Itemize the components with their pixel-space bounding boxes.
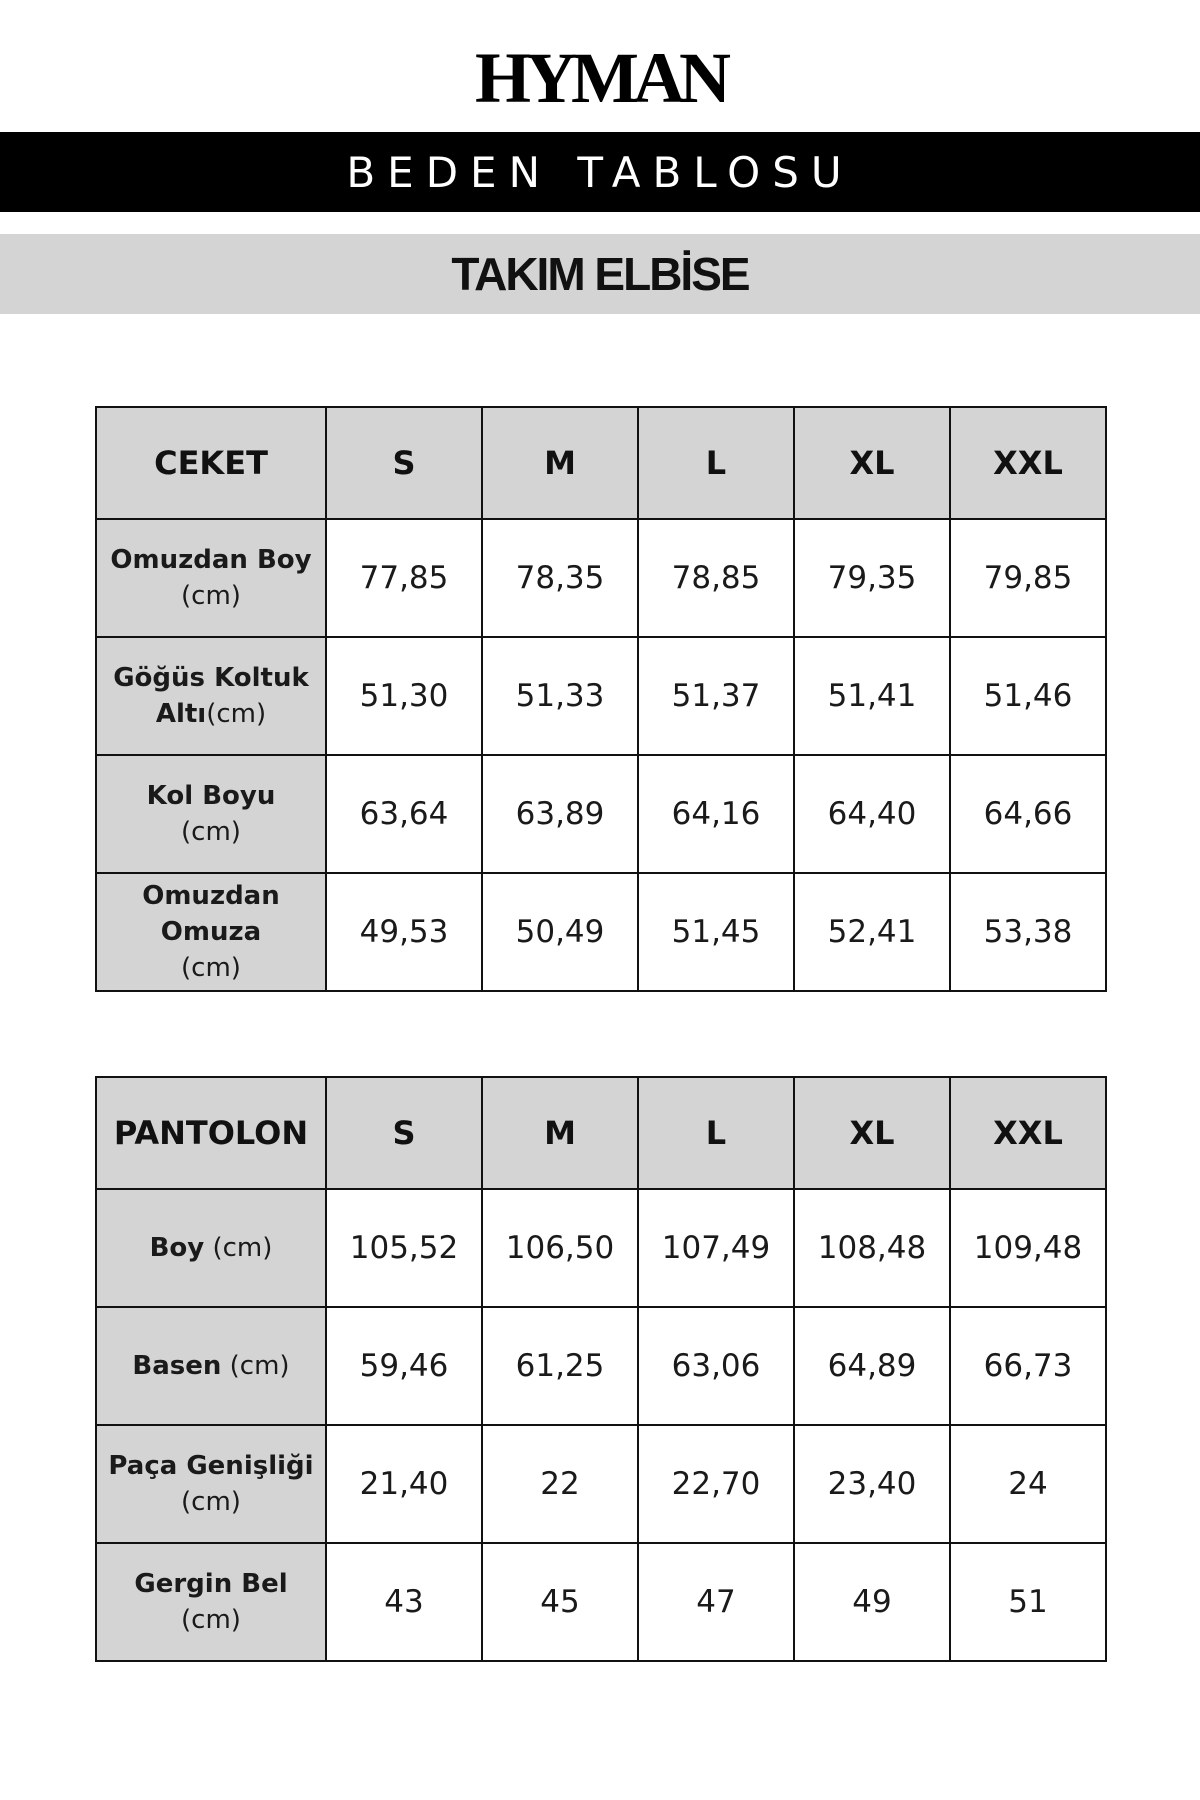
table-cell: 64,89 <box>794 1307 950 1425</box>
table-row <box>96 1543 1106 1661</box>
size-header: XL <box>794 1077 950 1189</box>
size-header: L <box>638 407 794 519</box>
size-header: M <box>482 1077 638 1189</box>
measure-unit: (cm) <box>181 581 241 611</box>
size-header: XXL <box>950 1077 1106 1189</box>
table-cell: 51,30 <box>326 637 482 755</box>
table-cell: 79,85 <box>950 519 1106 637</box>
table-cell: 107,49 <box>638 1189 794 1307</box>
table-cell: 45 <box>482 1543 638 1661</box>
table-cell: 77,85 <box>326 519 482 637</box>
table-cell: 78,35 <box>482 519 638 637</box>
table-cell: 59,46 <box>326 1307 482 1425</box>
table-cell: 66,73 <box>950 1307 1106 1425</box>
table-cell: 78,85 <box>638 519 794 637</box>
measure-unit: (cm) <box>206 699 267 729</box>
table-row <box>96 873 1106 991</box>
measure-name: Boy <box>149 1233 205 1263</box>
table-row <box>96 1307 1106 1425</box>
measure-unit: (cm) <box>229 1351 290 1381</box>
table-cell: 21,40 <box>326 1425 482 1543</box>
row-label <box>96 1543 326 1661</box>
table-row <box>96 637 1106 755</box>
table-cell: 43 <box>326 1543 482 1661</box>
measure-unit: (cm) <box>212 1233 273 1263</box>
table-cell: 63,06 <box>638 1307 794 1425</box>
measure-unit: (cm) <box>181 953 241 983</box>
table-header-row <box>96 407 1106 519</box>
table-cell: 106,50 <box>482 1189 638 1307</box>
measure-unit: (cm) <box>181 817 241 847</box>
size-header: L <box>638 1077 794 1189</box>
product-category-title: TAKIM ELBİSE <box>0 234 1200 314</box>
table-cell: 79,35 <box>794 519 950 637</box>
row-label <box>96 873 326 991</box>
measure-name: Paça Genişliği <box>108 1451 314 1481</box>
table-cell: 63,89 <box>482 755 638 873</box>
table-cell: 49,53 <box>326 873 482 991</box>
row-label <box>96 1425 326 1543</box>
table-header-row <box>96 1077 1106 1189</box>
table-cell: 52,41 <box>794 873 950 991</box>
table-cell: 51,37 <box>638 637 794 755</box>
table-cell: 64,66 <box>950 755 1106 873</box>
table-cell: 108,48 <box>794 1189 950 1307</box>
measure-unit: (cm) <box>181 1605 241 1635</box>
table-cell: 23,40 <box>794 1425 950 1543</box>
size-header: S <box>326 407 482 519</box>
table-row <box>96 1425 1106 1543</box>
measure-name: Kol Boyu <box>146 781 276 811</box>
measure-name: Omuzdan Boy <box>110 545 312 575</box>
size-header: M <box>482 407 638 519</box>
brand-logo: HYMAN <box>475 38 725 118</box>
table-cell: 22,70 <box>638 1425 794 1543</box>
table-row <box>96 755 1106 873</box>
measure-name: Basen <box>132 1351 222 1381</box>
table-cell: 51,33 <box>482 637 638 755</box>
size-header: S <box>326 1077 482 1189</box>
table-title: CEKET <box>96 407 326 519</box>
size-chart-banner: BEDEN TABLOSU <box>0 132 1200 212</box>
row-label <box>96 519 326 637</box>
table-cell: 51,46 <box>950 637 1106 755</box>
table-cell: 49 <box>794 1543 950 1661</box>
table-cell: 50,49 <box>482 873 638 991</box>
table-row <box>96 519 1106 637</box>
table-cell: 47 <box>638 1543 794 1661</box>
table-title: PANTOLON <box>96 1077 326 1189</box>
row-label <box>96 1189 326 1307</box>
table-cell: 105,52 <box>326 1189 482 1307</box>
size-header: XL <box>794 407 950 519</box>
trousers-size-table <box>95 1076 1107 1662</box>
table-cell: 109,48 <box>950 1189 1106 1307</box>
jacket-size-table <box>95 406 1107 992</box>
table-cell: 22 <box>482 1425 638 1543</box>
table-cell: 64,16 <box>638 755 794 873</box>
size-header: XXL <box>950 407 1106 519</box>
table-cell: 63,64 <box>326 755 482 873</box>
row-label <box>96 637 326 755</box>
row-label <box>96 755 326 873</box>
row-label <box>96 1307 326 1425</box>
table-cell: 61,25 <box>482 1307 638 1425</box>
measure-name: Gergin Bel <box>134 1569 288 1599</box>
table-cell: 64,40 <box>794 755 950 873</box>
table-cell: 51,45 <box>638 873 794 991</box>
table-cell: 51,41 <box>794 637 950 755</box>
table-cell: 51 <box>950 1543 1106 1661</box>
table-cell: 53,38 <box>950 873 1106 991</box>
measure-name: Omuzdan Omuza <box>142 881 280 947</box>
measure-name: Göğüs Koltuk Altı <box>113 663 309 729</box>
measure-unit: (cm) <box>181 1487 241 1517</box>
table-cell: 24 <box>950 1425 1106 1543</box>
table-row <box>96 1189 1106 1307</box>
